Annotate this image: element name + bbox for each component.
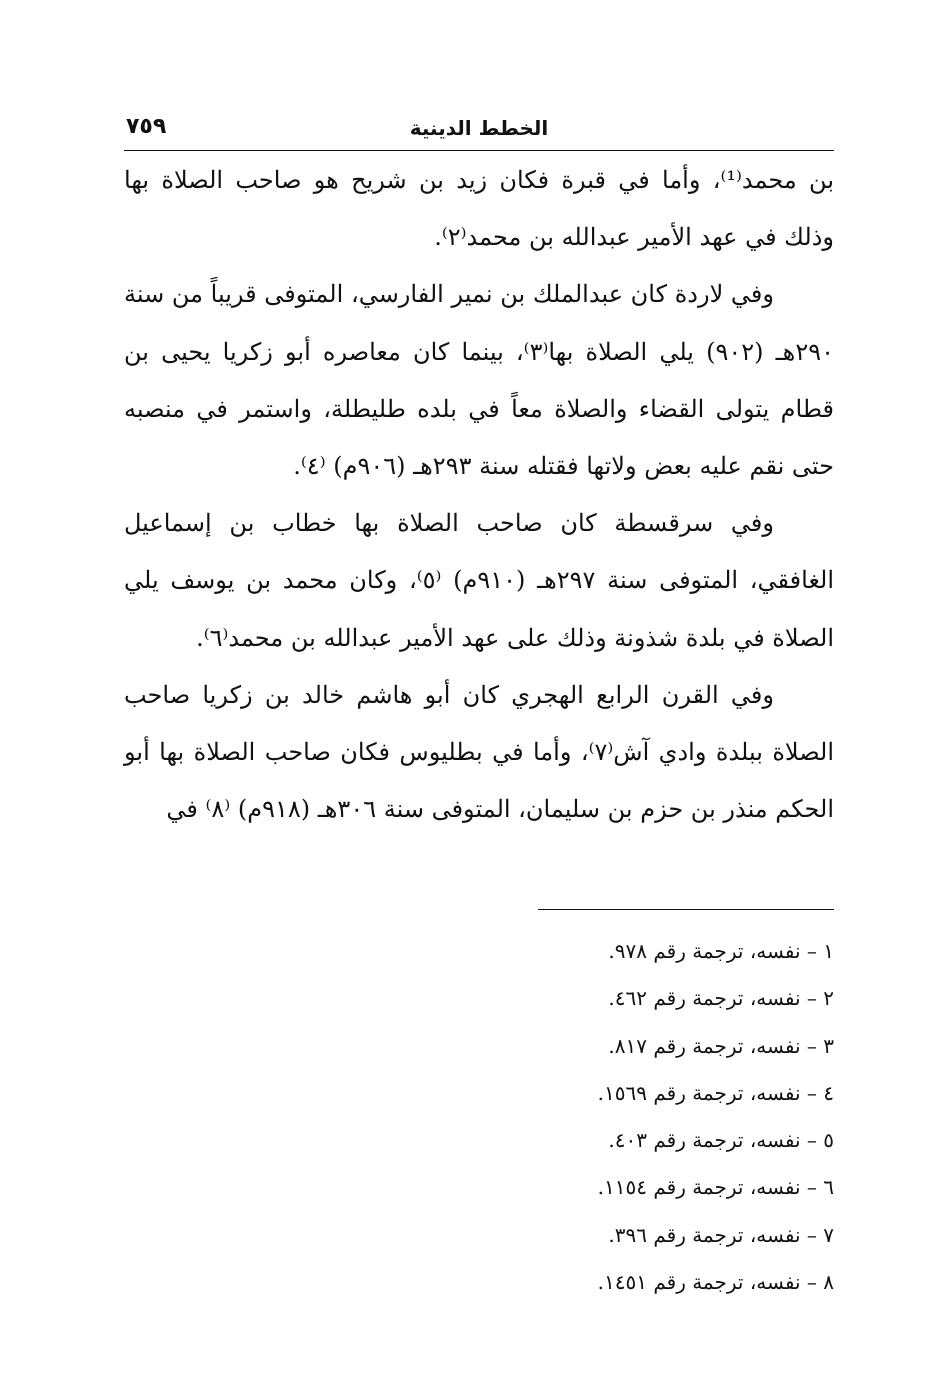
footnote-item: ٤ – نفسه، ترجمة رقم ١٥٦٩. bbox=[597, 1080, 834, 1105]
paragraph: وفي القرن الرابع الهجري كان أبو هاشم خالد بن زكريا صاحب الصلاة ببلدة وادي آش⁽٧⁾، وأما في بطليوس فكان صاحب الصلاة بها أبو الحكم منذر بن حزم بن سليمان، المتوفى سنة ٣٠٦هـ (٩١٨م) ⁽٨⁾ في bbox=[124, 680, 835, 824]
paragraph: بن محمد⁽¹⁾، وأما في قبرة فكان زيد بن شريح هو صاحب الصلاة بها وذلك في عهد الأمير عبدالله بن محمد⁽٢⁾. bbox=[124, 166, 835, 252]
footnote-item: ١ – نفسه، ترجمة رقم ٩٧٨. bbox=[608, 939, 834, 963]
footnote-item: ٦ – نفسه، ترجمة رقم ١١٥٤. bbox=[597, 1175, 834, 1200]
footnotes bbox=[414, 928, 834, 1306]
paragraph: وفي سرقسطة كان صاحب الصلاة بها خطاب بن إسماعيل الغافقي، المتوفى سنة ٢٩٧هـ (٩١٠م) ⁽٥⁾، وكان محمد بن يوسف يلي الصلاة في بلدة شذونة وذلك على عهد الأمير عبدالله بن محمد⁽٦⁾. bbox=[124, 509, 835, 652]
page-number: ٧٥٩ bbox=[126, 114, 167, 139]
header-rule bbox=[124, 150, 834, 151]
footnote-item: ٣ – نفسه، ترجمة رقم ٨١٧. bbox=[608, 1033, 834, 1058]
main-text bbox=[124, 152, 834, 838]
footnote-item: ٨ – نفسه، ترجمة رقم ١٤٥١. bbox=[597, 1270, 834, 1295]
running-title: الخطط الدينية bbox=[409, 116, 549, 140]
paragraph: وفي لاردة كان عبدالملك بن نمير الفارسي، المتوفى قريباً من سنة ٢٩٠هـ (٩٠٢) يلي الصلاة بها⁽٣⁾، بينما كان معاصره أبو زكريا يحيى بن قطام يتولى القضاء والصلاة معاً في بلده طليطلة، واستمر في منصبه حتى نقم عليه بعض ولاتها فقتله سنة ٢٩٣هـ (٩٠٦م) ⁽٤⁾. bbox=[124, 280, 835, 481]
footnote-item: ٢ – نفسه، ترجمة رقم ٤٦٢. bbox=[608, 986, 834, 1011]
page-header bbox=[124, 112, 834, 150]
footnote-item: ٥ – نفسه، ترجمة رقم ٤٠٣. bbox=[608, 1128, 834, 1153]
footnote-item: ٧ – نفسه، ترجمة رقم ٣٩٦. bbox=[608, 1222, 834, 1247]
footnote-separator bbox=[538, 909, 834, 910]
